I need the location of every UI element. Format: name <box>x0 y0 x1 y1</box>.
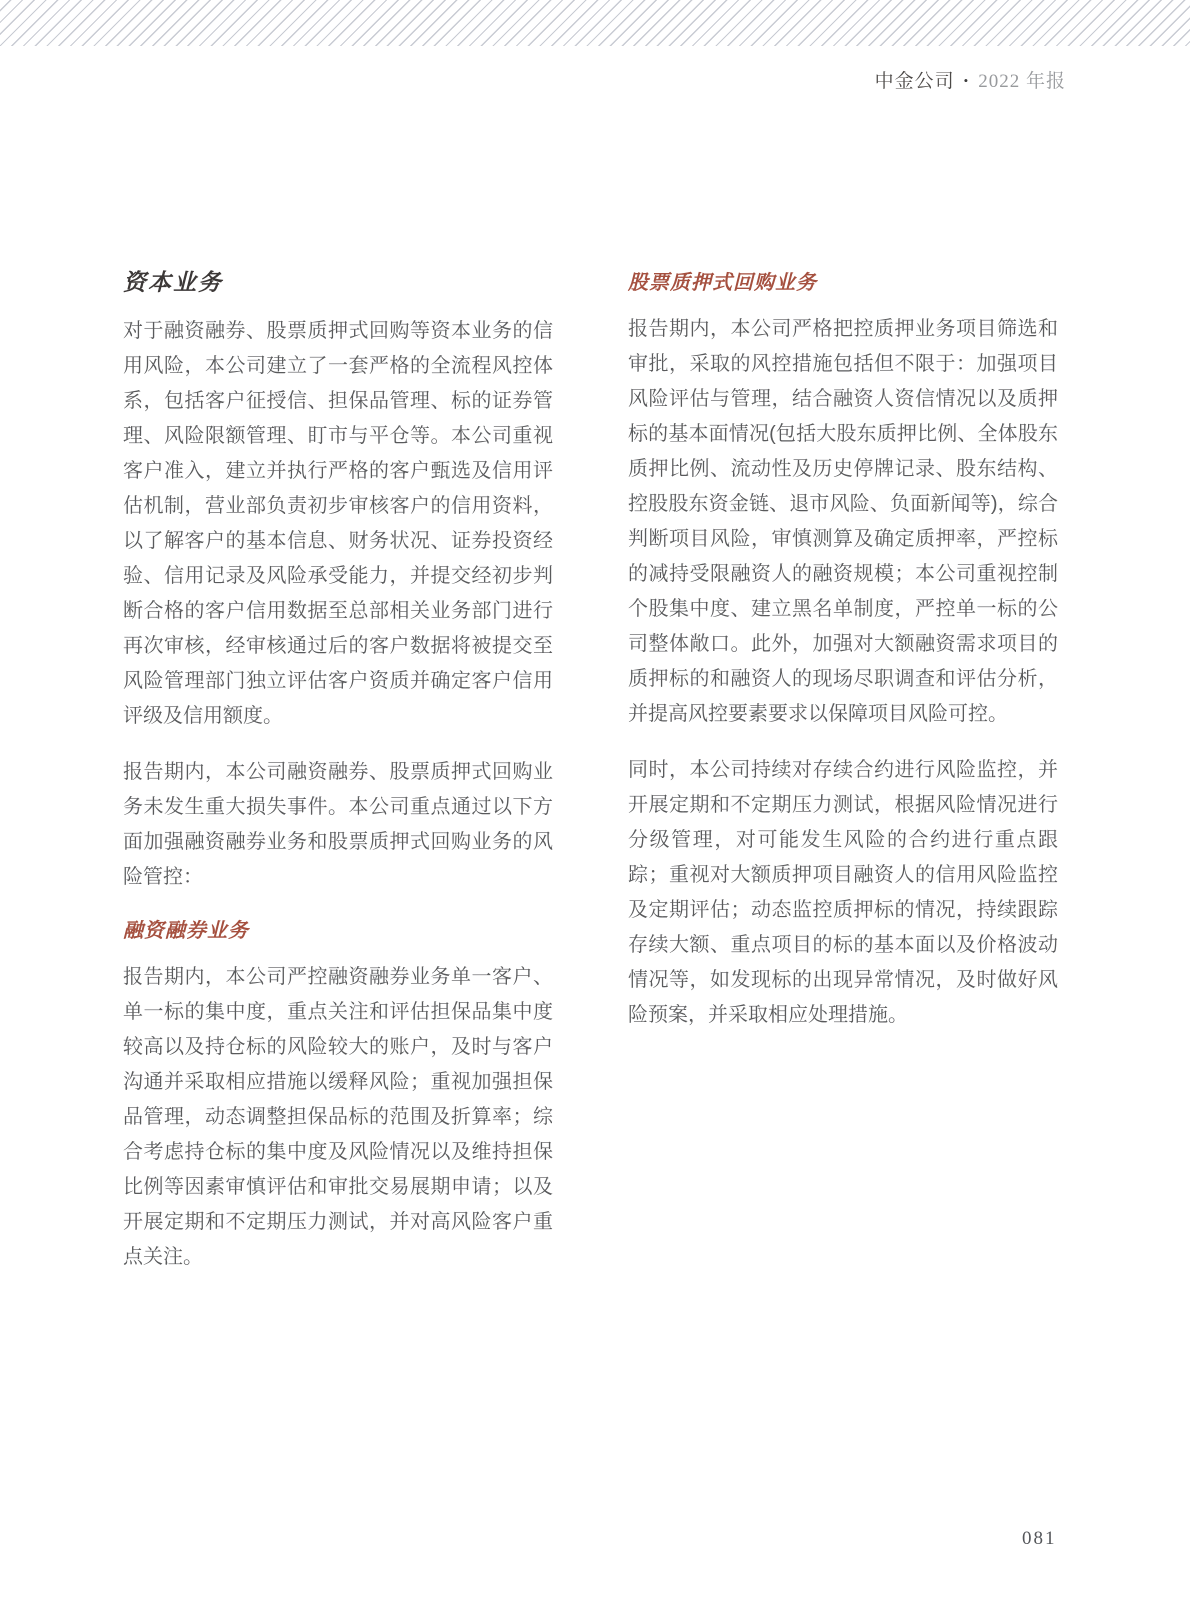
capital-business-heading: 资本业务 <box>123 270 223 295</box>
left-column <box>123 268 553 1275</box>
stock-pledge-repo-subheading: 股票质押式回购业务 <box>628 272 817 294</box>
paragraph-ongoing-contract-monitoring: 同时，本公司持续对存续合约进行风险监控，并开展定期和不定期压力测试，根据风险情况进行分级管理，对可能发生风险的合约进行重点跟踪；重视对大额质押项目融资人的信用风险监控及定期评估；动态监控质押标的情况，持续跟踪存续大额、重点项目的标的基本面以及价格波动情况等，如发现标的出现异常情况，及时做好风险预案，并采取相应处理措施。 <box>628 759 1058 1026</box>
paragraph-pledge-project-screening: 报告期内，本公司严格把控质押业务项目筛选和审批，采取的风控措施包括但不限于：加强项目风险评估与管理，结合融资人资信情况以及质押标的基本面情况(包括大股东质押比例、全体股东质押比例、流动性及历史停牌记录、股东结构、控股股东资金链、退市风险、负面新闻等)，综合判断项目风险，审慎测算及确定质押率，严控标的减持受限融资人的融资规模；本公司重视控制个股集中度、建立黑名单制度，严控单一标的公司整体敞口。此外，加强对大额融资需求项目的质押标的和融资人的现场尽职调查和评估分析，并提高风控要素要求以保障项目风险可控。 <box>628 318 1058 725</box>
decorative-stripe-band <box>0 0 1190 46</box>
paragraph-report-period-summary: 报告期内，本公司融资融券、股票质押式回购业务未发生重大损失事件。本公司重点通过以下方面加强融资融券业务和股票质押式回购业务的风险管控： <box>123 761 553 888</box>
page-header <box>875 66 1066 93</box>
paragraph-margin-financing-detail: 报告期内，本公司严控融资融券业务单一客户、单一标的集中度，重点关注和评估担保品集中度较高以及持仓标的风险较大的账户，及时与客户沟通并采取相应措施以缓释风险；重视加强担保品管理，动态调整担保品标的范围及折算率；综合考虑持仓标的集中度及风险情况以及维持担保比例等因素审慎评估和审批交易展期申请；以及开展定期和不定期压力测试，并对高风险客户重点关注。 <box>123 966 553 1268</box>
margin-financing-subheading: 融资融券业务 <box>123 920 249 942</box>
paragraph-credit-risk-system: 对于融资融券、股票质押式回购等资本业务的信用风险，本公司建立了一套严格的全流程风控体系，包括客户征授信、担保品管理、标的证券管理、风险限额管理、盯市与平仓等。本公司重视客户准入，建立并执行严格的客户甄选及信用评估机制，营业部负责初步审核客户的信用资料，以了解客户的基本信息、财务状况、证券投资经验、信用记录及风险承受能力，并提交经初步判断合格的客户信用数据至总部相关业务部门进行再次审核，经审核通过后的客户数据将被提交至风险管理部门独立评估客户资质并确定客户信用评级及信用额度。 <box>123 320 553 727</box>
header-separator-dot: • <box>963 73 970 88</box>
report-edition: 2022 年报 <box>978 71 1066 92</box>
right-column <box>628 268 1058 1275</box>
page-number: 081 <box>1022 1528 1057 1549</box>
company-name: 中金公司 <box>874 71 955 92</box>
page-content <box>123 268 1058 1275</box>
